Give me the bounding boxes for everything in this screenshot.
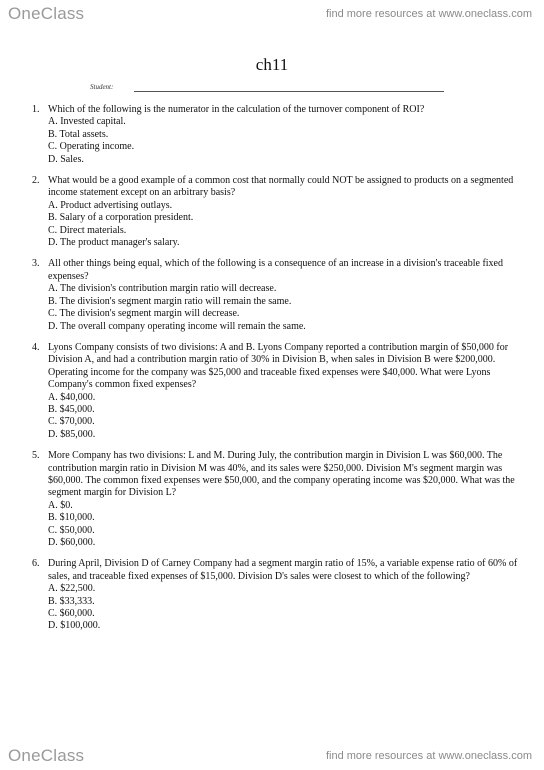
find-resources-link[interactable]: find more resources at www.oneclass.com [325, 8, 532, 20]
question-text: Lyons Company consists of two divisions: A and B. Lyons Company reported a contribution margin of $50,000 for Division A, and had a contribution margin ratio of 30% in Division B, when sales in Division B were $200,000. Operating income for the company was $25,000 and traceable fixed expenses were $40,000. What were Lyons Company's common fixed expenses? [48, 341, 509, 391]
answer-option: B. Salary of a corporation president. [48, 212, 194, 224]
question-number: 1. [32, 104, 40, 115]
student-name-line [134, 91, 444, 92]
logo-prefix: One [8, 4, 41, 23]
answer-option: D. The product manager's salary. [48, 237, 180, 249]
logo-prefix: One [8, 746, 41, 765]
find-resources-link[interactable]: find more resources at www.oneclass.com [325, 750, 532, 762]
question-text: All other things being equal, which of the following is a consequence of an increase in a division's traceable fixed expenses? [48, 258, 503, 282]
answer-option: C. Direct materials. [48, 224, 127, 236]
question-item [32, 175, 522, 249]
question-number: 6. [32, 558, 40, 570]
question-number: 2. [32, 175, 40, 187]
question-item [32, 342, 522, 441]
logo-suffix: Class [40, 4, 85, 23]
oneclass-logo[interactable] [8, 4, 84, 24]
logo-suffix: Class [40, 746, 85, 765]
answer-option: C. Operating income. [48, 141, 135, 153]
answer-option: D. $85,000. [48, 428, 96, 440]
question-item [32, 450, 522, 549]
document-title: ch11 [255, 55, 289, 74]
question-item [32, 258, 522, 332]
answer-option: A. $40,000. [48, 391, 96, 403]
question-item [32, 558, 522, 632]
question-text: During April, Division D of Carney Company had a segment margin ratio of 15%, a variable expense ratio of 60% of sales, and traceable fixed expenses of $15,000. Division D's sales were closest to which of the following? [48, 558, 518, 582]
answer-option: C. $70,000. [48, 416, 95, 428]
student-label: Student: [90, 83, 114, 91]
question-number: 3. [32, 258, 40, 270]
answer-option: D. $60,000. [48, 537, 96, 548]
oneclass-logo[interactable] [8, 746, 84, 766]
answer-option: A. Invested capital. [48, 116, 126, 128]
answer-option: B. Total assets. [48, 128, 109, 140]
answer-option: B. $10,000. [48, 512, 95, 524]
answer-option: A. $0. [48, 499, 73, 511]
answer-option: D. The overall company operating income will remain the same. [48, 320, 306, 332]
question-text: Which of the following is the numerator in the calculation of the turnover component of ROI? [48, 104, 425, 115]
answer-option: B. $45,000. [48, 403, 95, 415]
answer-option: C. $50,000. [48, 524, 95, 536]
question-item [32, 104, 522, 166]
question-list [32, 104, 522, 642]
answer-option: C. $60,000. [48, 608, 95, 620]
answer-option: B. The division's segment margin ratio will remain the same. [48, 295, 292, 307]
answer-option: D. $100,000. [48, 620, 101, 632]
top-banner [0, 0, 544, 28]
question-text: What would be a good example of a common cost that normally could NOT be assigned to products on a segmented income statement except on an arbitrary basis? [48, 175, 514, 199]
answer-option: B. $33,333. [48, 595, 95, 607]
question-number: 5. [32, 450, 40, 462]
answer-option: C. The division's segment margin will decrease. [48, 308, 240, 320]
question-number: 4. [32, 341, 40, 353]
answer-option: D. Sales. [48, 153, 84, 165]
answer-option: A. The division's contribution margin ratio will decrease. [48, 283, 277, 295]
bottom-banner [0, 740, 544, 770]
question-text: More Company has two divisions: L and M. During July, the contribution margin in Division L was $60,000. The contribution margin ratio in Division M was 40%, and its sales were $250,000. Division M's segment margin was $60,000. The common fixed expenses were $50,000, and the company operating income was $20,000. What was the segment margin for Division L? [48, 450, 515, 499]
answer-option: A. Product advertising outlays. [48, 199, 173, 211]
answer-option: A. $22,500. [48, 583, 96, 595]
